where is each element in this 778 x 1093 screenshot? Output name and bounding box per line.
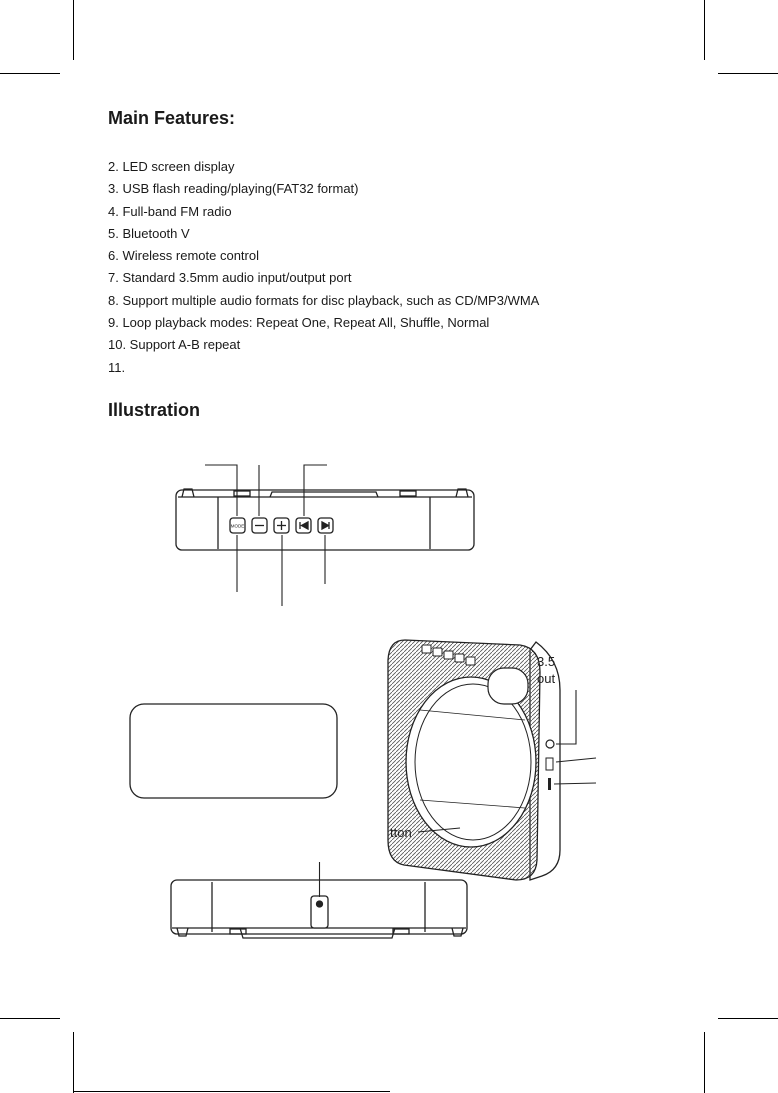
feature-item: 4. Full-band FM radio [108, 203, 232, 219]
feature-item: 8. Support multiple audio formats for disc playback, such as CD/MP3/WMA [108, 292, 540, 308]
button-row [230, 518, 333, 533]
feature-item: 7. Standard 3.5mm audio input/output port [108, 270, 352, 286]
device-perspective-view [388, 640, 560, 880]
mode-button-label: MODE [230, 523, 245, 529]
button-label-partial: tton [390, 825, 412, 840]
illustration-heading: Illustration [108, 400, 201, 420]
feature-item: 9. Loop playback modes: Repeat One, Repeat All, Shuffle, Normal [108, 315, 490, 331]
jack-label-line2: out [537, 671, 556, 686]
feature-item: 10. Support A-B repeat [108, 337, 241, 353]
jack-label-line1: 3.5 [537, 654, 556, 669]
feature-item: 3. USB flash reading/playing(FAT32 format) [108, 181, 359, 197]
feature-item: 11. [108, 359, 126, 375]
feature-item: 2. LED screen display [108, 159, 235, 174]
feature-item: 5. Bluetooth V [108, 225, 190, 241]
main-features-heading: Main Features: [108, 108, 236, 128]
feature-item: 6. Wireless remote control [108, 248, 259, 264]
blank-label-box [130, 704, 337, 798]
